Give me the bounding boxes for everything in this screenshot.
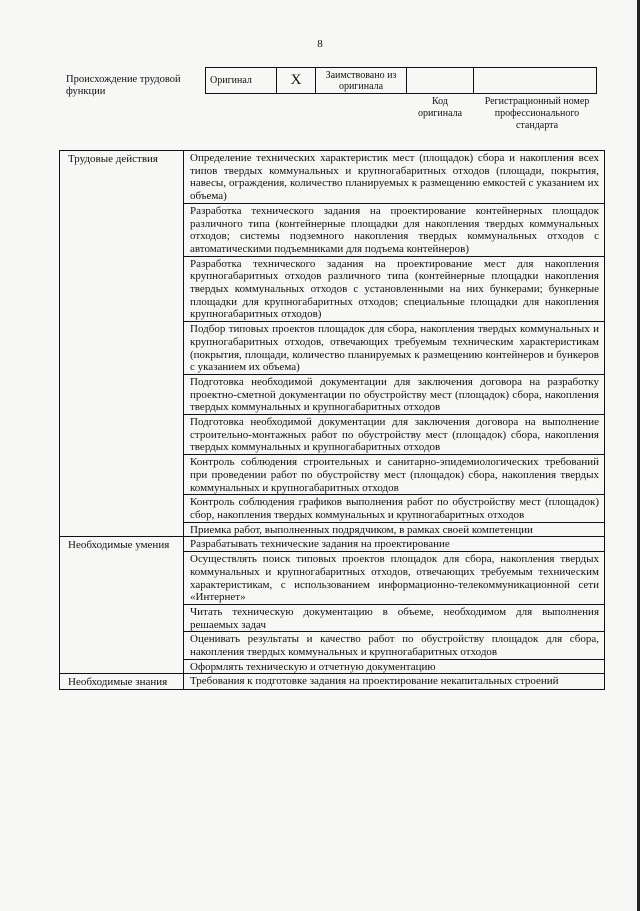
section-item: Осуществлять поиск типовых проектов площадок для сбора, накопления твердых коммунальных и крупногабаритных отходов, отвечающих требуемым техническим характеристикам, с использованием информационно-телекоммуникационной сети «Интернет» [184, 552, 605, 605]
table-row [60, 537, 605, 552]
registration-number-cell [474, 68, 597, 94]
code-caption: Код оригинала [417, 96, 463, 119]
original-mark: X [277, 68, 316, 94]
section-item: Требования к подготовке задания на проектирование некапитальных строений [184, 674, 605, 690]
origin-table [205, 67, 597, 94]
borrowed-cell: Заимствовано из оригинала [316, 68, 407, 94]
section-item: Оценивать результаты и качество работ по обустройству площадок для сбора, накопления твердых коммунальных и крупногабаритных отходов [184, 632, 605, 659]
table-row [60, 674, 605, 690]
section-item: Разработка технического задания на проектирование контейнерных площадок различного типа (контейнерные площадки для накопления твердых коммунальных отходов; системы подземного накопления твердых коммунальных отходов с автоматическими подъемниками для подъема контейнеров) [184, 203, 605, 256]
section-label: Необходимые знания [60, 674, 184, 690]
section-item: Приемка работ, выполненных подрядчиком, в рамках своей компетенции [184, 522, 605, 537]
section-item: Подбор типовых проектов площадок для сбора, накопления твердых коммунальных и крупногабаритных отходов, отвечающих требуемым техническим характеристикам (покрытия, площади, количество планируемых к размещению контейнеров и бункеров с указанием их объема) [184, 322, 605, 375]
original-cell: Оригинал [206, 68, 277, 94]
section-item: Подготовка необходимой документации для заключения договора на выполнение строительно-монтажных работ по обустройству мест (площадок) сбора, накопления твердых коммунальных и крупногабаритных отходов [184, 415, 605, 455]
registration-caption: Регистрационный номер профессионального стандарта [484, 96, 590, 131]
section-item: Определение технических характеристик мест (площадок) сбора и накопления всех типов твердых коммунальных и крупногабаритных отходов (площади, покрытия, навесы, ограждения, количество планируемых к размещению емкостей с указанием их объема) [184, 151, 605, 204]
section-label: Трудовые действия [60, 151, 184, 537]
page-number: 8 [317, 38, 323, 50]
section-item: Контроль соблюдения графиков выполнения работ по обустройству мест (площадок) сбор, накопления твердых коммунальных и крупногабаритных отходов [184, 495, 605, 522]
table-row [60, 151, 605, 204]
origin-label: Происхождение трудовой функции [66, 74, 181, 97]
section-item: Контроль соблюдения строительных и санитарно-эпидемиологических требований при проведении работ по обустройству мест (площадок) сбора, накопления твердых коммунальных и крупногабаритных отходов [184, 455, 605, 495]
labor-function-table [59, 150, 605, 690]
section-label: Необходимые умения [60, 537, 184, 674]
section-item: Оформлять техническую и отчетную документацию [184, 659, 605, 674]
section-item: Подготовка необходимой документации для заключения договора на разработку проектно-сметной документации по обустройству мест (площадок) сбора, накопления твердых коммунальных и крупногабаритных отходов [184, 374, 605, 414]
section-item: Разработка технического задания на проектирование мест для накопления крупногабаритных отходов различного типа (контейнерные площадки накопления твердых коммунальных отходов с установленными на них бункерами; бункерные площадки для крупногабаритных отходов; специальные площадки для накопления крупногабаритных отходов) [184, 256, 605, 322]
original-code-cell [407, 68, 474, 94]
section-item: Разрабатывать технические задания на проектирование [184, 537, 605, 552]
section-item: Читать техническую документацию в объеме, необходимом для выполнения решаемых задач [184, 604, 605, 631]
